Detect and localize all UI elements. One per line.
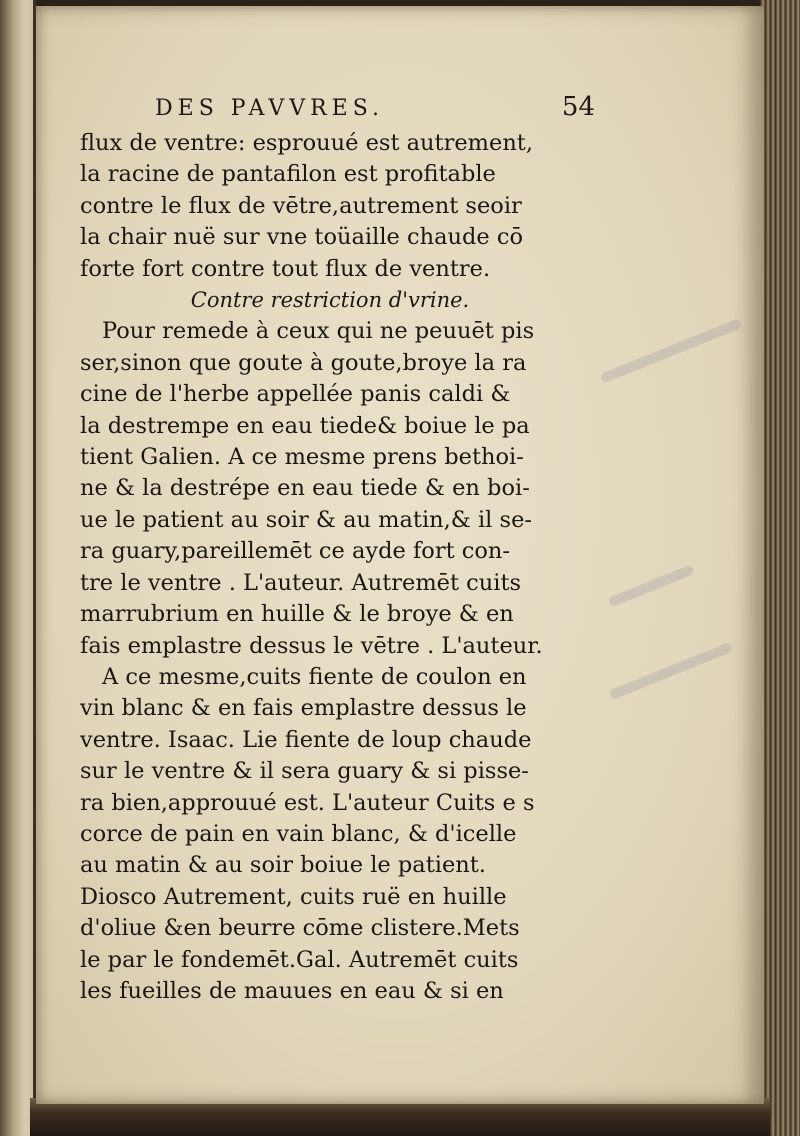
text-line: ue le patient au soir & au matin,& il se- [80, 506, 532, 533]
text-line: la racine de pantafilon est profitable [80, 161, 496, 188]
text-line: forte fort contre tout flux de ventre. [80, 255, 491, 282]
running-head: DES PAVVRES. [155, 96, 385, 121]
ink-smudge [607, 565, 694, 608]
text-line: ra guary,pareillemēt ce ayde fort con- [80, 538, 511, 565]
text-line: tient Galien. A ce mesme prens bethoi- [80, 444, 524, 471]
text-line: Diosco Autrement, cuits ruë en huille [80, 883, 507, 910]
text-line: fais emplastre dessus le vētre . L'auteur. [80, 632, 543, 659]
page-stack-edge [760, 0, 800, 1136]
text-line: d'oliue &en beurre cōme clistere.Mets [80, 915, 520, 942]
text-line: ser,sinon que goute à goute,broye la ra [80, 349, 527, 376]
text-line: la chair nuë sur vne toüaille chaude cō [80, 224, 524, 251]
text-line: ne & la destrépe en eau tiede & en boi- [80, 475, 530, 502]
page-number: 54 [561, 92, 595, 122]
text-line: sur le ventre & il sera guary & si pisse- [80, 758, 529, 785]
page-text [80, 128, 580, 1007]
text-line: tre le ventre . L'auteur. Autremēt cuits [80, 569, 522, 596]
ink-smudge [600, 318, 743, 383]
ink-smudge [609, 642, 733, 700]
text-line: ra bien,approuué est. L'auteur Cuits e s [80, 789, 535, 816]
text-line: au matin & au soir boiue le patient. [80, 852, 486, 879]
section-heading: Contre restriction d'vrine. [190, 288, 470, 313]
text-line: le par le fondemēt.Gal. Autremēt cuits [80, 946, 519, 973]
page-header [155, 92, 595, 126]
text-line: flux de ventre: esprouué est autrement, [80, 130, 533, 156]
binding-edge [0, 0, 36, 1136]
text-line: vin blanc & en fais emplastre dessus le [80, 695, 527, 722]
text-line: cine de l'herbe appellée panis caldi & [80, 381, 511, 408]
text-line: A ce mesme,cuits fiente de coulon en [102, 663, 527, 690]
text-line: ventre. Isaac. Lie fiente de loup chaude [80, 726, 532, 753]
text-line: marrubrium en huille & le broye & en [80, 601, 514, 628]
text-line: corce de pain en vain blanc, & d'icelle [80, 820, 517, 847]
text-line: contre le flux de vētre,autrement seoir [80, 192, 522, 219]
text-line: les fueilles de mauues en eau & si en [80, 977, 504, 1004]
text-line: Pour remede à ceux qui ne peuuēt pis [102, 318, 535, 345]
text-line: la destrempe en eau tiede& boiue le pa [80, 412, 530, 439]
